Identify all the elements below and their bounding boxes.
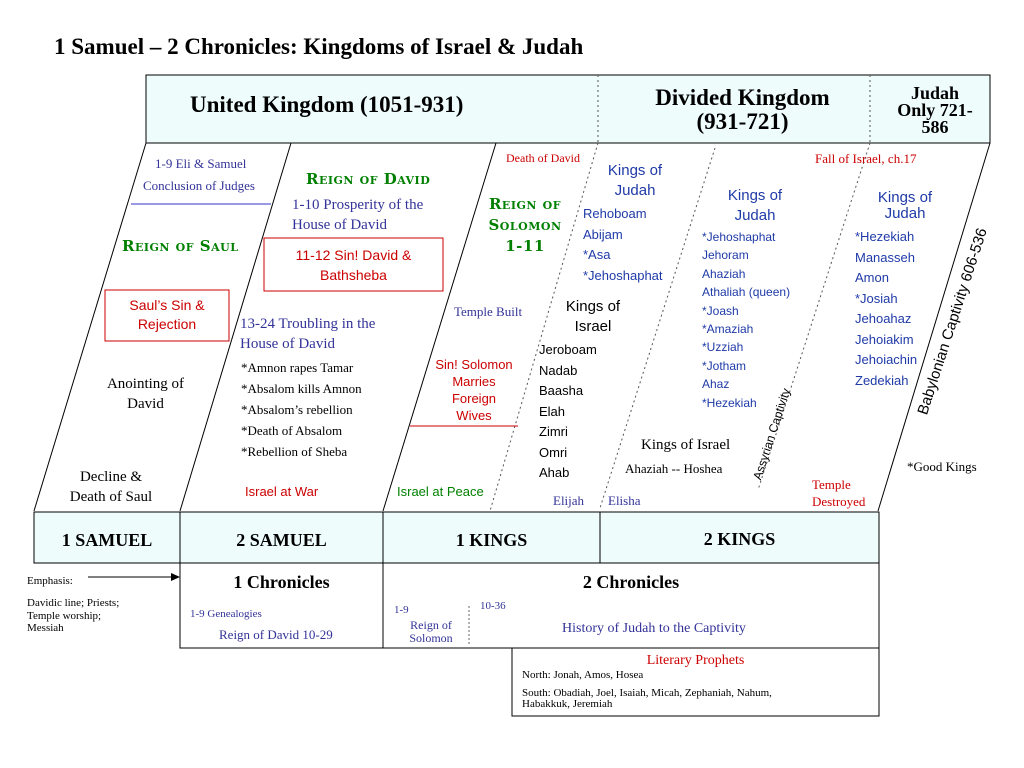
reign-of-solomon-label [470, 194, 580, 257]
assyrian-captivity-label: Assyrian Captivity [750, 386, 794, 482]
chronicles-2-range-a: 1-9 [394, 604, 409, 616]
chronicles-2-history: History of Judah to the Captivity [562, 621, 746, 636]
list-item: *Absalom kills Amnon [241, 381, 362, 396]
chronicles-1-genealogies: 1-9 Genealogies [190, 608, 262, 620]
list-item: Jehoahaz [855, 311, 912, 326]
good-kings-legend: *Good Kings [907, 459, 977, 474]
list-item: *Amaziah [702, 322, 754, 337]
page-title: 1 Samuel – 2 Chronicles: Kingdoms of Israel & Judah [54, 34, 584, 59]
israel-kings-header [548, 297, 638, 337]
prosperity-line2: House of David [292, 217, 387, 233]
list-item: *Jehoshaphat [702, 230, 776, 244]
list-item: *Uzziah [702, 340, 744, 355]
fall-of-israel-label: Fall of Israel, ch.17 [815, 151, 917, 166]
list-item: *Absalom’s rebellion [241, 402, 353, 417]
chronicles-2-solomon-line1: Reign of [410, 618, 452, 632]
judah-kings-header-1 [590, 161, 680, 201]
temple-destroyed-line2: Destroyed [812, 494, 866, 509]
judah-header1-line2: Judah [614, 182, 656, 199]
solomon-sin-line1: Sin! Solomon [435, 357, 513, 372]
prophets-south-line2: Habakkuk, Jeremiah [522, 698, 613, 710]
divided-kingdom-label [620, 86, 865, 134]
list-item: Ahab [539, 465, 570, 480]
list-item: *Rebellion of Sheba [241, 444, 348, 459]
judah-line2: Only 721- [897, 100, 973, 120]
list-item: Baasha [539, 383, 584, 398]
united-kingdom-label: United Kingdom (1051-931) [190, 92, 464, 117]
list-item: Manasseh [855, 249, 915, 265]
emphasis-label: Emphasis: [27, 575, 73, 587]
david-sin-line1: 11-12 Sin! David & [295, 247, 412, 263]
list-item: *Josiah [855, 290, 898, 306]
list-item: Rehoboam [583, 206, 647, 221]
solomon-sin-line2: Marries [452, 374, 496, 389]
list-item: Ahaz [702, 377, 730, 392]
solomon-sin-line3: Foreign [451, 391, 497, 406]
david-sin-line2: Bathsheba [320, 267, 387, 283]
judah-header3-line1: Kings of [877, 189, 933, 206]
judah-header3-line2: Judah [884, 205, 926, 222]
judah-kings-list-2 [702, 228, 790, 412]
eli-samuel-label: 1-9 Eli & Samuel [155, 156, 247, 171]
death-of-david-label: Death of David [506, 151, 580, 165]
judah-line1: Judah [910, 83, 960, 103]
reign-of-saul-label: Reign of Saul [122, 237, 239, 255]
book-1-samuel: 1 SAMUEL [61, 530, 153, 550]
israel-kings-list [539, 340, 597, 484]
judah-kings-list-3 [855, 227, 917, 391]
list-item: *Asa [583, 247, 611, 262]
emphasis-text [27, 597, 119, 635]
solomon-reign-line2: Solomon [488, 216, 562, 234]
judah-kings-header-3 [860, 190, 950, 222]
troubling-label [240, 314, 375, 354]
judah-kings-list-1 [583, 204, 663, 286]
list-item: Jeroboam [539, 342, 597, 357]
david-sin-text [264, 245, 443, 285]
list-item: *Joash [702, 303, 739, 318]
emphasis-line1: Davidic line; Priests; [27, 597, 120, 609]
israel-header-line1: Kings of [565, 298, 621, 315]
list-item: Zedekiah [855, 372, 909, 388]
list-item: *Amnon rapes Tamar [241, 360, 354, 375]
saul-sin-line1: Saul’s Sin & [129, 297, 205, 313]
chronicles-2-title: 2 Chronicles [582, 572, 680, 592]
reign-of-david-label: Reign of David [306, 170, 431, 188]
chronicles-2-range-c: 10-36 [480, 600, 506, 612]
judah-kings-header-2 [710, 186, 800, 226]
solomon-sin-text [424, 356, 524, 424]
anointing-david-label [88, 374, 203, 414]
temple-built-label: Temple Built [454, 304, 523, 319]
judah-line3: 586 [921, 117, 949, 137]
troubling-line2: House of David [240, 336, 335, 352]
chronicles-2-solomon [395, 619, 467, 645]
divided-line2: (931-721) [696, 109, 789, 134]
prophets-south-line1: South: Obadiah, Joel, Isaiah, Micah, Zephaniah, Nahum, [522, 687, 772, 699]
prosperity-label [292, 195, 423, 235]
troubling-line1: 13-24 Troubling in the [240, 316, 376, 332]
conclusion-judges-label: Conclusion of Judges [143, 178, 255, 193]
list-item: Amon [855, 270, 889, 285]
list-item: Elah [539, 403, 566, 419]
judah-header1-line1: Kings of [607, 162, 663, 179]
judah-header2-line2: Judah [734, 207, 776, 224]
israel-at-war-label: Israel at War [245, 484, 319, 499]
judah-only-label [880, 85, 990, 136]
book-2-samuel: 2 SAMUEL [236, 530, 327, 550]
list-item: *Jotham [702, 358, 747, 373]
chronicles-2-solomon-line2: Solomon [409, 631, 453, 645]
emphasis-line2: Temple worship; [27, 609, 102, 622]
israel-at-peace-label: Israel at Peace [397, 484, 484, 499]
prophets-north: North: Jonah, Amos, Hosea [522, 669, 644, 681]
decline-line1: Decline & [79, 469, 143, 485]
solomon-reign-line3: 1-11 [505, 237, 545, 255]
solomon-sin-line4: Wives [456, 408, 492, 423]
emphasis-line3: Messiah [27, 622, 64, 634]
saul-sin-line2: Rejection [137, 316, 197, 332]
chronicles-1-title: 1 Chronicles [233, 572, 330, 592]
anointing-line1: Anointing of [106, 376, 185, 392]
list-item: Jehoiachin [855, 352, 918, 367]
list-item: *Jehoshaphat [583, 267, 663, 283]
anointing-line2: David [127, 396, 164, 412]
list-item: Athaliah (queen) [702, 285, 791, 300]
elijah-label: Elijah [553, 493, 585, 508]
list-item: Zimri [539, 424, 568, 439]
list-item: Jehoram [702, 248, 749, 263]
israel-header-line2: Israel [574, 318, 612, 335]
divided-line1: Divided Kingdom [655, 85, 830, 110]
judah-header2-line1: Kings of [727, 187, 783, 204]
list-item: *Hezekiah [855, 229, 915, 244]
list-item: *Death of Absalom [241, 423, 343, 438]
list-item: Ahaziah [702, 266, 746, 281]
emphasis-arrow-head [171, 573, 180, 581]
elisha-label: Elisha [608, 493, 641, 508]
israel-kings-2-range: Ahaziah -- Hoshea [625, 461, 723, 476]
list-item: Jehoiakim [855, 331, 914, 347]
chronicles-1-david: Reign of David 10-29 [219, 627, 333, 642]
prosperity-line1: 1-10 Prosperity of the [292, 197, 424, 213]
list-item: Nadab [539, 362, 578, 378]
list-item: Omri [539, 444, 568, 460]
david-events-list [241, 357, 362, 462]
literary-prophets-title: Literary Prophets [646, 653, 745, 668]
decline-saul-label [56, 467, 166, 507]
list-item: Abijam [583, 226, 623, 242]
decline-line2: Death of Saul [69, 489, 153, 505]
solomon-reign-line1: Reign of [488, 195, 562, 213]
temple-destroyed-line1: Temple [812, 477, 851, 492]
book-1-kings: 1 KINGS [455, 530, 528, 550]
israel-kings-2-label: Kings of Israel [641, 437, 731, 453]
saul-sin-text [105, 296, 229, 334]
book-2-kings: 2 KINGS [703, 529, 776, 549]
list-item: *Hezekiah [702, 395, 757, 410]
babylonian-captivity-label: Babylonian Captivity 606-536 [914, 226, 991, 417]
prophets-south [522, 688, 772, 710]
temple-destroyed-label [812, 476, 865, 510]
